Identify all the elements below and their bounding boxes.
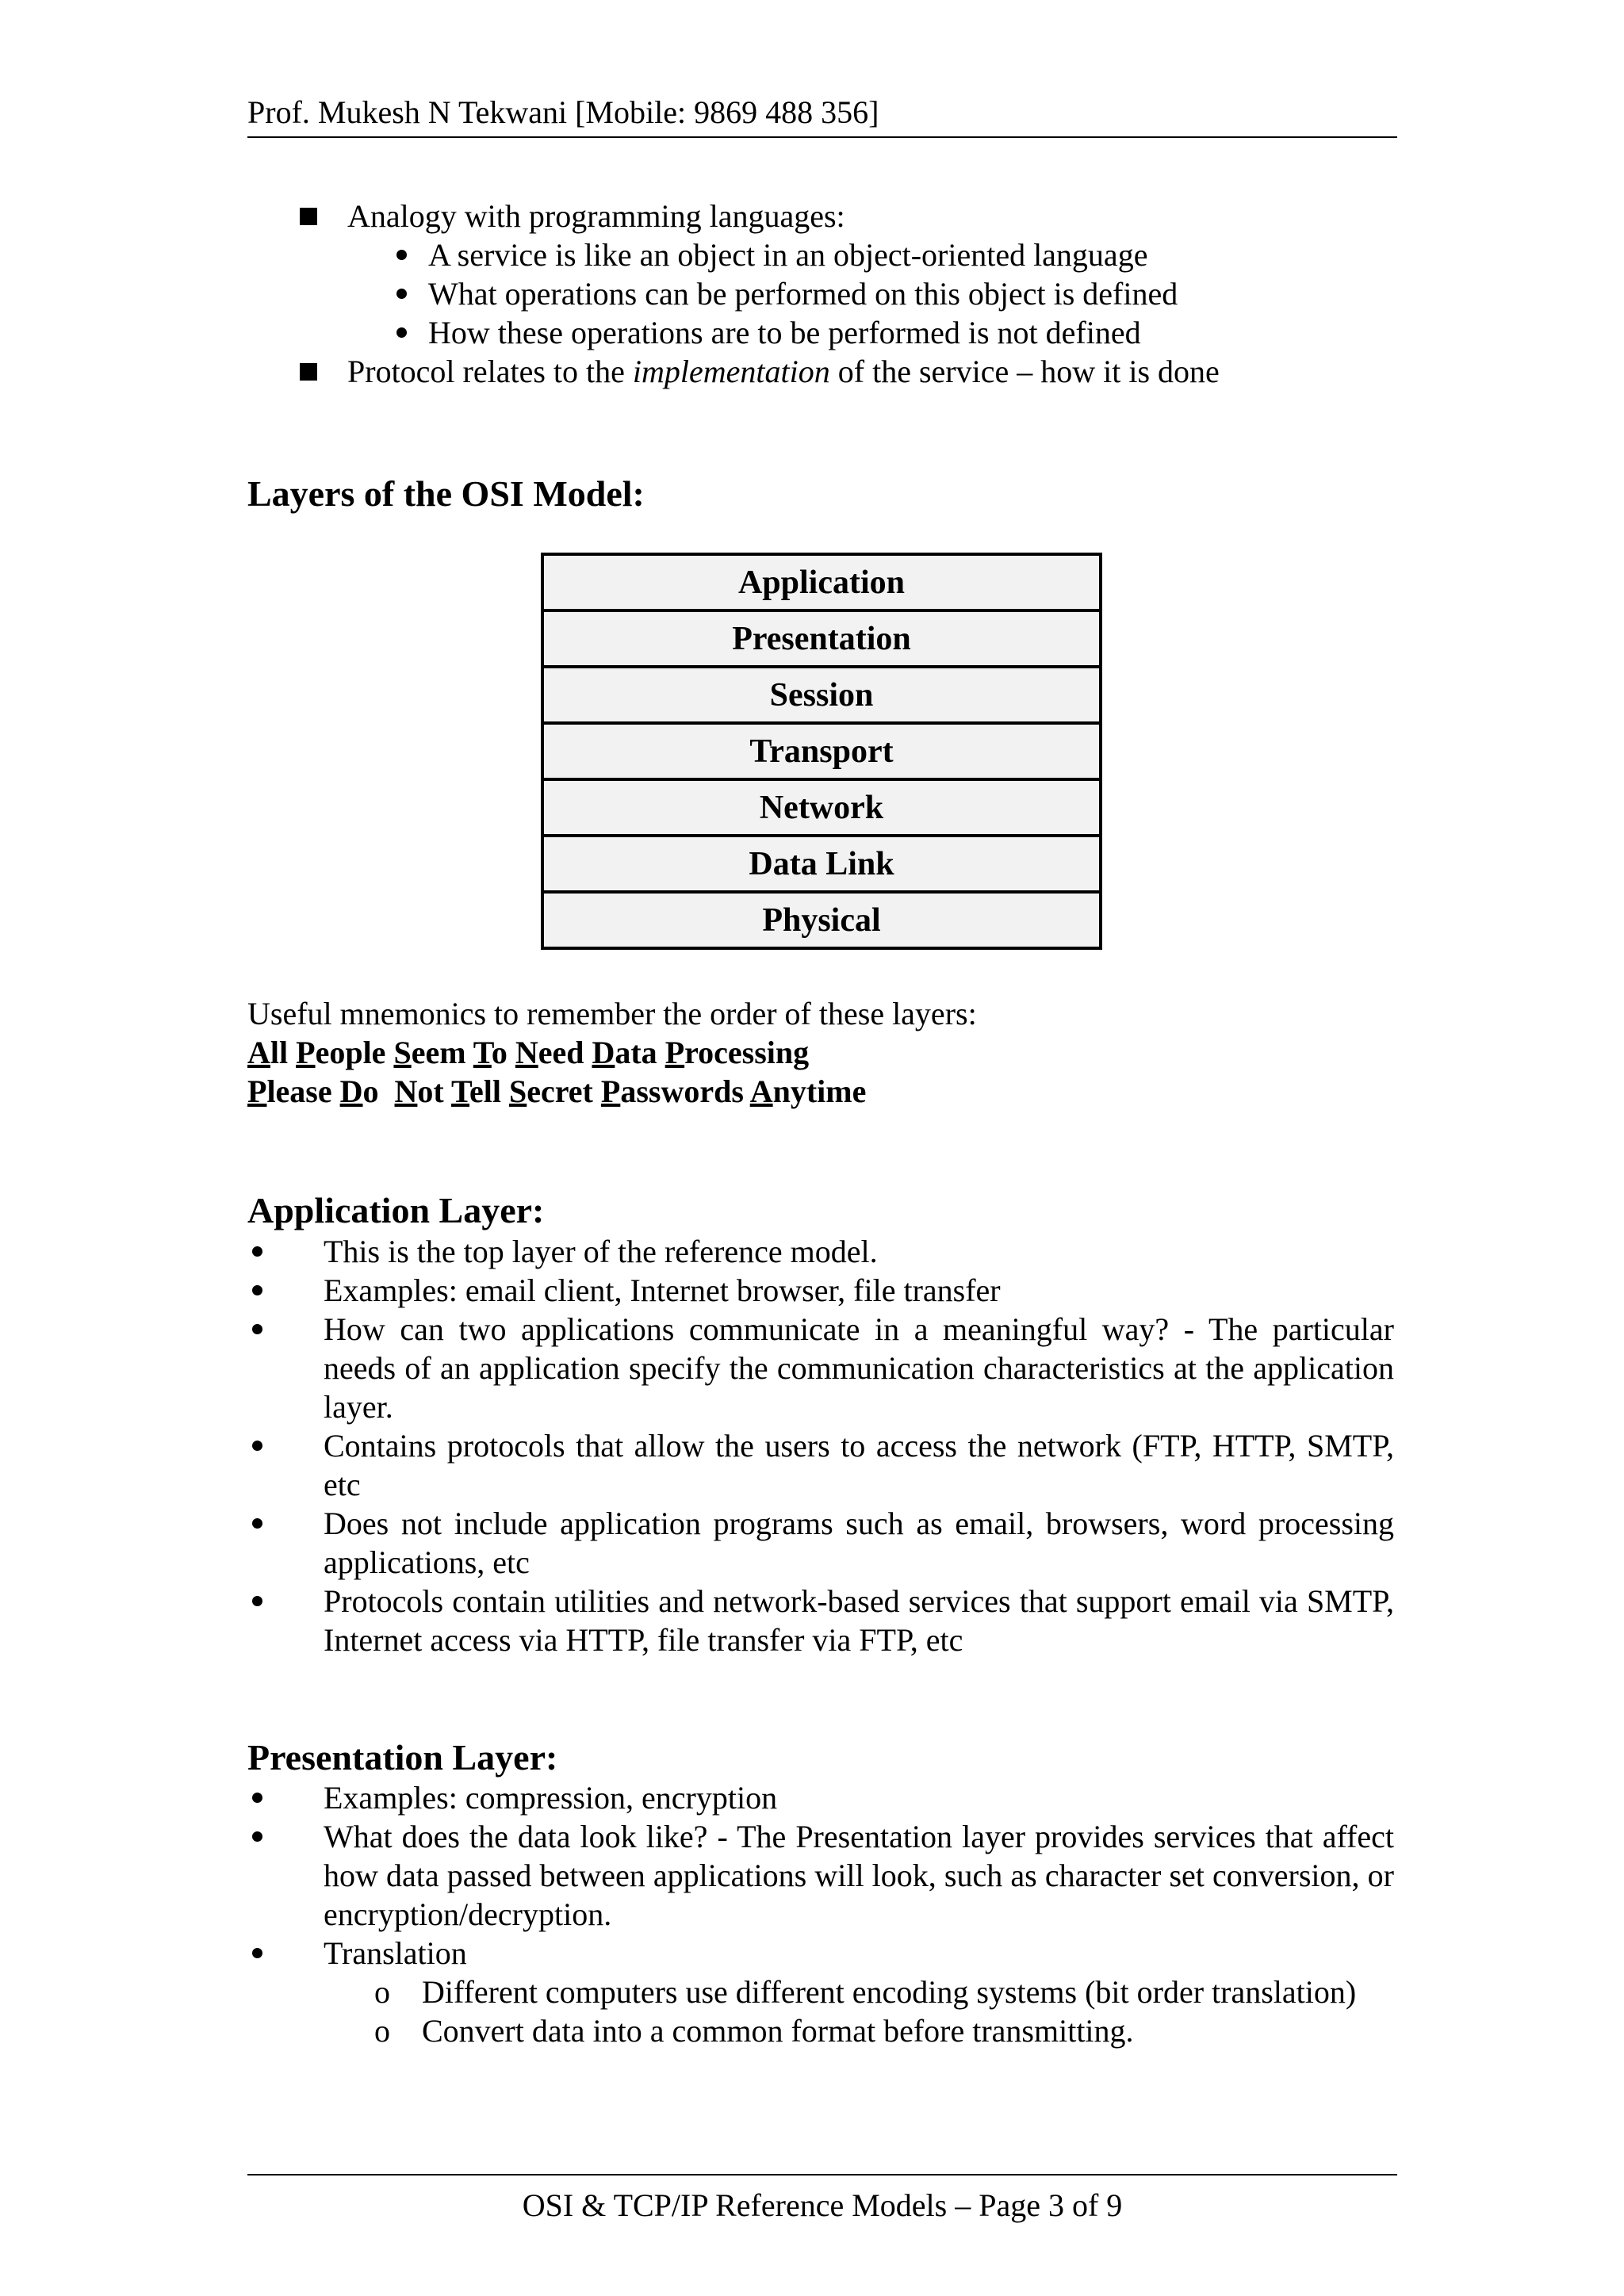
mnemonic-initial: A — [247, 1035, 270, 1070]
mnemonic-initial: P — [247, 1073, 267, 1109]
mnemonic-line-1 — [247, 1033, 1397, 1072]
mnemonic-initial: A — [749, 1073, 773, 1109]
bullet-icon — [252, 1441, 262, 1451]
list-item — [247, 1426, 1394, 1504]
mnemonic-initial: P — [665, 1035, 685, 1070]
list-item — [300, 313, 1410, 352]
analogy-text: Analogy with programming languages: — [347, 198, 845, 234]
list-item — [300, 235, 1410, 274]
analogy-item — [300, 197, 1410, 235]
mnemonics-section — [247, 994, 1397, 1111]
osi-layer-network: Network — [544, 778, 1099, 834]
protocol-text-end: of the service – how it is done — [829, 354, 1220, 389]
list-item — [247, 1504, 1394, 1582]
bullet-icon — [252, 1793, 262, 1803]
list-item-text: Examples: compression, encryption — [324, 1780, 778, 1816]
presentation-layer-heading: Presentation Layer: — [247, 1737, 558, 1777]
mnemonic-initial: P — [600, 1073, 621, 1109]
protocol-item — [300, 352, 1410, 391]
bullet-icon — [252, 1246, 262, 1257]
circle-bullet-icon: o — [374, 1974, 390, 2010]
list-item-text: Examples: email client, Internet browser, file transfer — [324, 1272, 1001, 1308]
list-item-text: Protocols contain utilities and network-based services that support email via SMTP, Internet access via HTTP, file transfer via FTP, etc — [324, 1583, 1394, 1658]
intro-section — [300, 197, 1410, 391]
osi-layer-presentation: Presentation — [544, 609, 1099, 665]
sub-list-item — [247, 1973, 1394, 2011]
mnemonic-word-rest: ell — [469, 1073, 510, 1109]
bullet-icon — [396, 289, 407, 299]
square-bullet-icon — [300, 208, 317, 225]
bullet-icon — [252, 1285, 262, 1295]
bullet-icon — [396, 250, 407, 260]
mnemonic-word-rest: o — [362, 1073, 395, 1109]
osi-layer-application: Application — [544, 556, 1099, 609]
page-footer: OSI & TCP/IP Reference Models – Page 3 of 9 — [247, 2174, 1397, 2224]
mnemonic-initial: S — [509, 1073, 527, 1109]
list-item-text: How can two applications communicate in a meaningful way? - The particular needs of an application specify the communication characteristics at the application layer. — [324, 1311, 1394, 1425]
osi-layer-transport: Transport — [544, 721, 1099, 778]
mnemonic-word-rest: ata — [615, 1035, 665, 1070]
mnemonic-initial: N — [394, 1073, 418, 1109]
osi-layer-data-link: Data Link — [544, 834, 1099, 890]
list-item — [300, 274, 1410, 313]
mnemonic-word-rest: eem — [411, 1035, 473, 1070]
sub-list-item — [247, 2011, 1394, 2050]
osi-heading: Layers of the OSI Model: — [247, 473, 645, 514]
list-item — [247, 1778, 1394, 1817]
osi-layer-table — [541, 553, 1102, 950]
mnemonic-initial: D — [339, 1073, 363, 1109]
circle-bullet-icon: o — [374, 2013, 390, 2049]
bullet-icon — [252, 1324, 262, 1334]
osi-layer-session: Session — [544, 665, 1099, 721]
list-item-text: Does not include application programs such as email, browsers, word processing applications, etc — [324, 1506, 1394, 1580]
list-item-text: A service is like an object in an object-oriented language — [428, 237, 1148, 273]
mnemonic-word-rest: eed — [538, 1035, 592, 1070]
bullet-icon — [252, 1518, 262, 1529]
application-layer-heading: Application Layer: — [247, 1190, 545, 1230]
list-item-text: Different computers use different encoding systems (bit order translation) — [422, 1974, 1357, 2010]
page-header: Prof. Mukesh N Tekwani [Mobile: 9869 488 356] — [247, 95, 1397, 138]
mnemonic-initial: T — [451, 1073, 470, 1109]
list-item — [247, 1817, 1394, 1934]
list-item — [247, 1271, 1394, 1310]
bullet-icon — [252, 1596, 262, 1606]
mnemonic-initial: N — [515, 1035, 538, 1070]
list-item-text: Translation — [324, 1935, 467, 1971]
mnemonic-initial: P — [296, 1035, 316, 1070]
mnemonic-word-rest: ecret — [527, 1073, 601, 1109]
mnemonic-word-rest: rocessing — [684, 1035, 810, 1070]
mnemonic-initial: D — [592, 1035, 615, 1070]
protocol-text: Protocol relates to the — [347, 354, 633, 389]
mnemonic-initial: S — [393, 1035, 412, 1070]
list-item-text: How these operations are to be performed is not defined — [428, 315, 1141, 350]
list-item — [247, 1310, 1394, 1426]
presentation-layer-list — [247, 1778, 1394, 2050]
application-layer-list — [247, 1232, 1394, 1659]
mnemonic-initial: T — [473, 1035, 492, 1070]
mnemonic-line-2 — [247, 1072, 1397, 1111]
list-item-text: What does the data look like? - The Presentation layer provides services that affect how data passed between applications will look, such as character set conversion, or encryption/decryption. — [324, 1819, 1394, 1932]
mnemonics-intro: Useful mnemonics to remember the order of these layers: — [247, 996, 977, 1031]
bullet-icon — [396, 327, 407, 338]
mnemonic-word-rest: lease — [266, 1073, 340, 1109]
list-item — [247, 1934, 1394, 1973]
bullet-icon — [252, 1831, 262, 1842]
bullet-icon — [252, 1948, 262, 1958]
list-item-text: Convert data into a common format before transmitting. — [422, 2013, 1134, 2049]
mnemonic-word-rest: asswords — [620, 1073, 750, 1109]
list-item-text: This is the top layer of the reference model. — [324, 1234, 878, 1269]
mnemonic-word-rest: o — [491, 1035, 515, 1070]
analogy-sublist — [300, 235, 1410, 352]
mnemonic-word-rest: ot — [417, 1073, 452, 1109]
protocol-emphasis: implementation — [632, 354, 830, 389]
list-item — [247, 1232, 1394, 1271]
list-item-text: What operations can be performed on this object is defined — [428, 276, 1178, 312]
square-bullet-icon — [300, 363, 317, 381]
mnemonic-word-rest: ll — [270, 1035, 297, 1070]
osi-layer-physical: Physical — [544, 890, 1099, 947]
mnemonic-word-rest: eople — [315, 1035, 394, 1070]
list-item — [247, 1582, 1394, 1659]
mnemonic-word-rest: nytime — [772, 1073, 867, 1109]
list-item-text: Contains protocols that allow the users to access the network (FTP, HTTP, SMTP, etc — [324, 1428, 1394, 1502]
